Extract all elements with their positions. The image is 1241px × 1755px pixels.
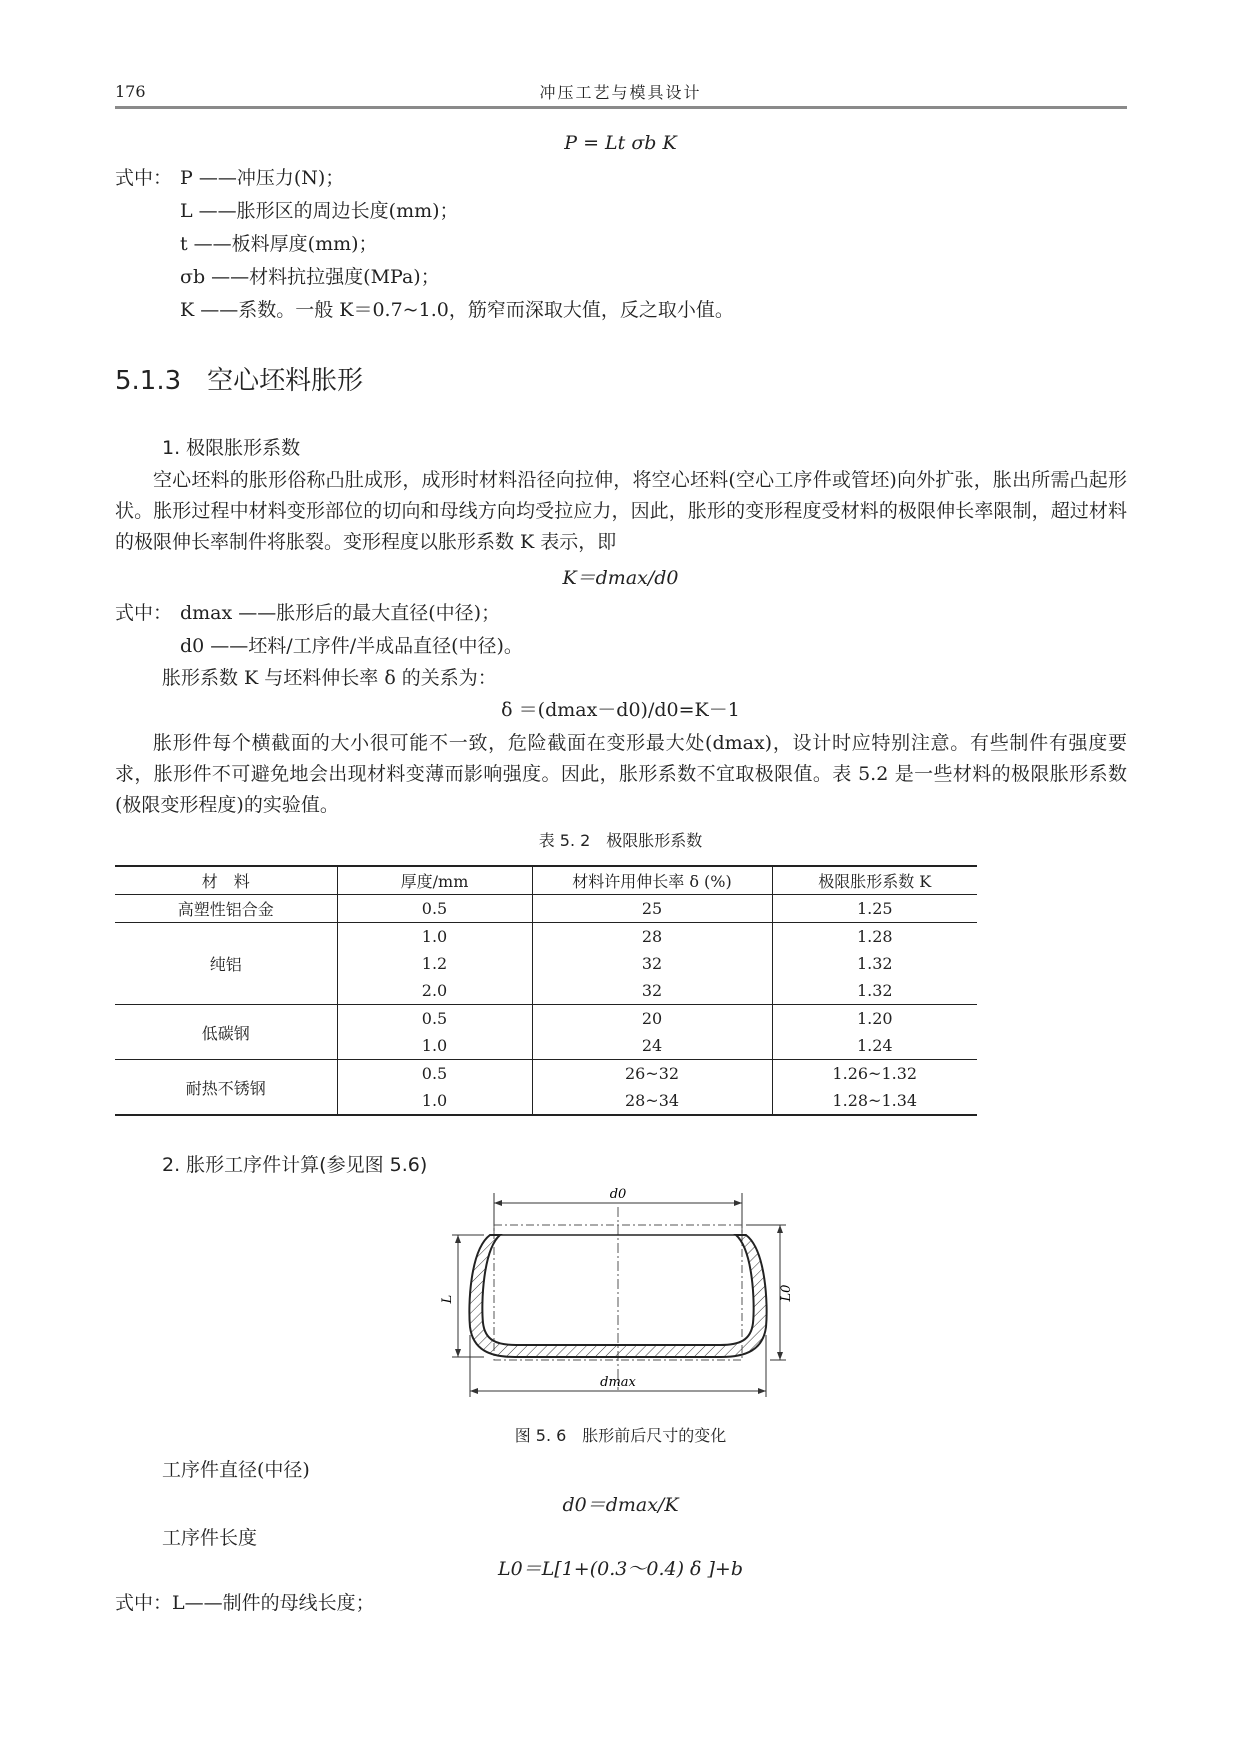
section-title: 5.1.3 空心坯料胀形 <box>115 366 364 396</box>
force-vars-intro: 式中： <box>115 167 173 189</box>
col-thickness: 厚度/mm <box>337 866 532 895</box>
var-sigma: σb ——材料抗拉强度(MPa)； <box>180 266 440 288</box>
table-cell: 纯铝 <box>115 923 337 1005</box>
formula-force: P = Lt σb K <box>564 132 677 154</box>
paragraph-1: 空心坯料的胀形俗称凸肚成形，成形时材料沿径向拉伸，将空心坯料(空心工序件或管坯)向外扩张，胀出所需凸起形状。胀形过程中材料变形部位的切向和母线方向均受拉应力，因此，胀形的变形程度受材料的极限伸长率限制，超过材料的极限伸长率制件将胀裂。变形程度以胀形系数 K 表示，即 <box>115 469 1127 553</box>
arrowhead <box>777 1225 783 1233</box>
table-row <box>115 923 977 951</box>
table-cell: 1.32 <box>772 977 977 1005</box>
table-cell: 32 <box>532 977 772 1005</box>
var-t: t ——板料厚度(mm)； <box>180 233 378 255</box>
header-rule <box>115 106 1127 109</box>
table-cell: 20 <box>532 1005 772 1033</box>
table-row <box>115 1060 977 1088</box>
arrowhead <box>470 1388 478 1394</box>
table-cell: 24 <box>532 1032 772 1060</box>
var-dmax: dmax ——胀形后的最大直径(中径)； <box>180 602 501 624</box>
blank-diameter-label: 工序件直径(中径) <box>162 1459 310 1481</box>
formula-d0: d0＝dmax/K <box>562 1494 679 1516</box>
K-vars-intro: 式中： <box>115 602 173 624</box>
last-line: 式中：L——制件的母线长度； <box>115 1592 375 1614</box>
table-cell: 1.26~1.32 <box>832 1064 918 1083</box>
var-L: L ——胀形区的周边长度(mm)； <box>180 200 459 222</box>
col-elongation: 材料许用伸长率 δ (%) <box>532 866 772 895</box>
subsection-1-title: 1. 极限胀形系数 <box>162 437 301 459</box>
label-L0: L0 <box>779 1284 794 1302</box>
relation-text: 胀形系数 K 与坯料伸长率 δ 的关系为： <box>162 667 497 689</box>
table-cell: 26~32 <box>532 1060 772 1088</box>
running-header-title: 冲压工艺与模具设计 <box>539 83 702 102</box>
arrowhead <box>734 1200 742 1206</box>
table-cell: 高塑性铝合金 <box>115 895 337 923</box>
table-cell: 1.0 <box>337 1032 532 1060</box>
var-K: K ——系数。一般 K＝0.7~1.0，筋窄而深取大值，反之取小值。 <box>180 299 734 321</box>
arrowhead <box>455 1349 461 1357</box>
label-dmax: dmax <box>600 1375 636 1390</box>
subsection-2-title: 2. 胀形工序件计算(参见图 5.6) <box>162 1154 428 1176</box>
arrowhead <box>494 1200 502 1206</box>
arrowhead <box>777 1352 783 1360</box>
table-cell: 1.0 <box>337 1087 532 1115</box>
figure-caption: 图 5. 6 胀形前后尺寸的变化 <box>514 1426 727 1445</box>
table-caption: 表 5. 2 极限胀形系数 <box>538 831 703 850</box>
table-cell: 1.25 <box>772 895 977 923</box>
table-cell: 0.5 <box>337 895 532 923</box>
col-coefficient: 极限胀形系数 K <box>772 866 977 895</box>
table-cell: 1.28 <box>856 927 893 946</box>
table-cell: 28~34 <box>532 1087 772 1115</box>
page-number: 176 <box>115 82 146 101</box>
formula-K: K＝dmax/d0 <box>562 567 679 589</box>
arrowhead <box>758 1388 766 1394</box>
label-L: L <box>440 1294 455 1304</box>
var-P: P ——冲压力(N)； <box>180 167 345 189</box>
table-cell: 1.2 <box>337 950 532 977</box>
arrowhead <box>455 1235 461 1243</box>
col-material: 材 料 <box>115 866 337 895</box>
table-cell: 28 <box>532 923 772 951</box>
table-cell: 1.0 <box>337 923 532 951</box>
table-cell: 2.0 <box>337 977 532 1005</box>
bulging-figure <box>440 1185 800 1410</box>
formula-L0: L0＝L[1+(0.3～0.4) δ ]+b <box>497 1558 743 1580</box>
table-cell: 耐热不锈钢 <box>115 1060 337 1116</box>
paragraph-2: 胀形件每个横截面的大小很可能不一致，危险截面在变形最大处(dmax)，设计时应特别注意。有些制件有强度要求，胀形件不可避免地会出现材料变薄而影响强度。因此，胀形系数不宜取极限值。表 5.2 是一些材料的极限胀形系数(极限变形程度)的实验值。 <box>115 732 1127 816</box>
table-row <box>115 895 977 923</box>
table-cell: 0.5 <box>337 1005 532 1033</box>
table-cell: 1.24 <box>772 1032 977 1060</box>
table-row <box>115 1005 977 1033</box>
table-header-row <box>115 866 977 895</box>
table-cell: 1.20 <box>856 1009 893 1028</box>
table-cell: 低碳钢 <box>115 1005 337 1060</box>
formula-delta: δ ＝(dmax－d0)/d0=K－1 <box>501 699 740 721</box>
table-cell: 1.32 <box>856 954 893 973</box>
label-d0: d0 <box>609 1187 627 1202</box>
table-cell: 25 <box>532 895 772 923</box>
var-d0: d0 ——坯料/工序件/半成品直径(中径)。 <box>180 635 523 657</box>
table-cell: 0.5 <box>337 1060 532 1088</box>
limit-bulging-table <box>115 865 977 1116</box>
blank-length-label: 工序件长度 <box>162 1527 258 1549</box>
table-cell: 1.28~1.34 <box>772 1087 977 1115</box>
table-cell: 32 <box>532 950 772 977</box>
